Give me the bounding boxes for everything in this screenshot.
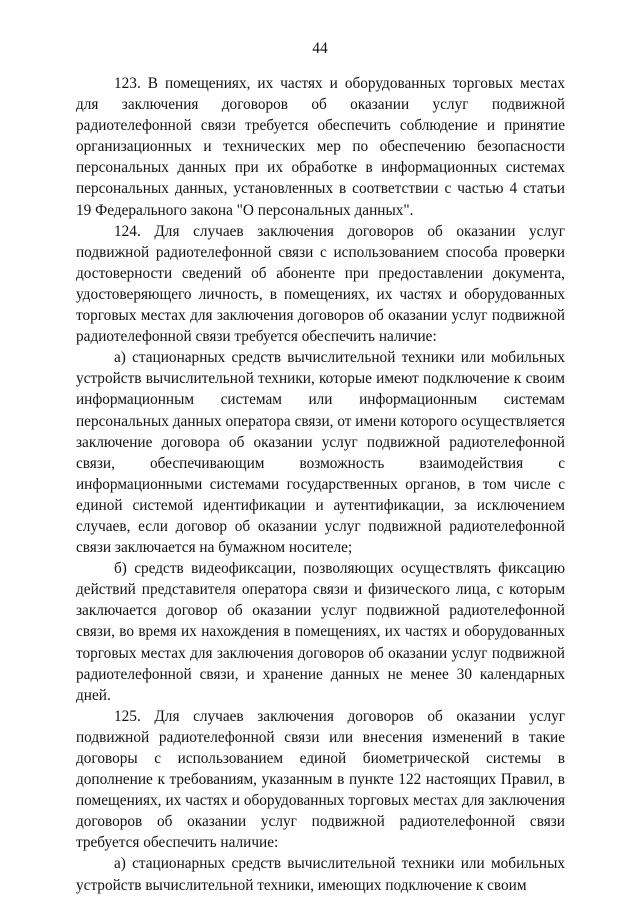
paragraph-124-item-a: а) стационарных средств вычислительной техники или мобильных устройств вычислительной техники, которые имеют подключение к своим информационным системам или информационным системам персональных данных оператора связи, от имени которого осуществляется заключение договора об оказании услуг подвижной радиотелефонной связи, обеспечивающим возможность взаимодействия с информационными системами государственных органов, в том числе с единой системой идентификации и аутентификации, за исключением случаев, если договор об оказании услуг подвижной радиотелефонной связи заключается на бумажном носителе; (76, 349, 565, 557)
paragraph-124: 124. Для случаев заключения договоров об оказании услуг подвижной радиотелефонной связи с использованием способа проверки достоверности сведений об абоненте при предоставлении документа, удостоверяющего личность, в помещениях, их частях и оборудованных торговых местах для заключения договоров об оказании услуг подвижной радиотелефонной связи требуется обеспечить наличие: (76, 222, 565, 346)
paragraph-125-item-a: а) стационарных средств вычислительной техники или мобильных устройств вычислительной техники, имеющих подключение к своим (76, 855, 565, 894)
paragraph-124-item-b: б) средств видеофиксации, позволяющих осуществлять фиксацию действий представителя оператора связи и физического лица, с которым заключается договор об оказании услуг подвижной радиотелефонной связи, во время их нахождения в помещениях, их частях и оборудованных торговых местах для заключения договоров об оказании услуг подвижной радиотелефонной связи, и хранение данных не менее 30 календарных дней. (76, 560, 565, 704)
paragraph-123: 123. В помещениях, их частях и оборудованных торговых местах для заключения договоров об оказании услуг подвижной радиотелефонной связи требуется обеспечить соблюдение и принятие организационных и технических мер по обеспечению безопасности персональных данных при их обработке в информационных системах персональных данных, установленных в соответствии с частью 4 статьи 19 Федерального закона "О персональных данных". (76, 75, 565, 219)
document-body (76, 73, 565, 896)
paragraph-125: 125. Для случаев заключения договоров об оказании услуг подвижной радиотелефонной связи или внесения изменений в такие договоры с использованием единой биометрической системы в дополнение к требованиям, указанным в пункте 122 настоящих Правил, в помещениях, их частях и оборудованных торговых местах для заключения договоров об оказании услуг подвижной радиотелефонной связи требуется обеспечить наличие: (76, 707, 565, 852)
page-number: 44 (312, 40, 328, 57)
